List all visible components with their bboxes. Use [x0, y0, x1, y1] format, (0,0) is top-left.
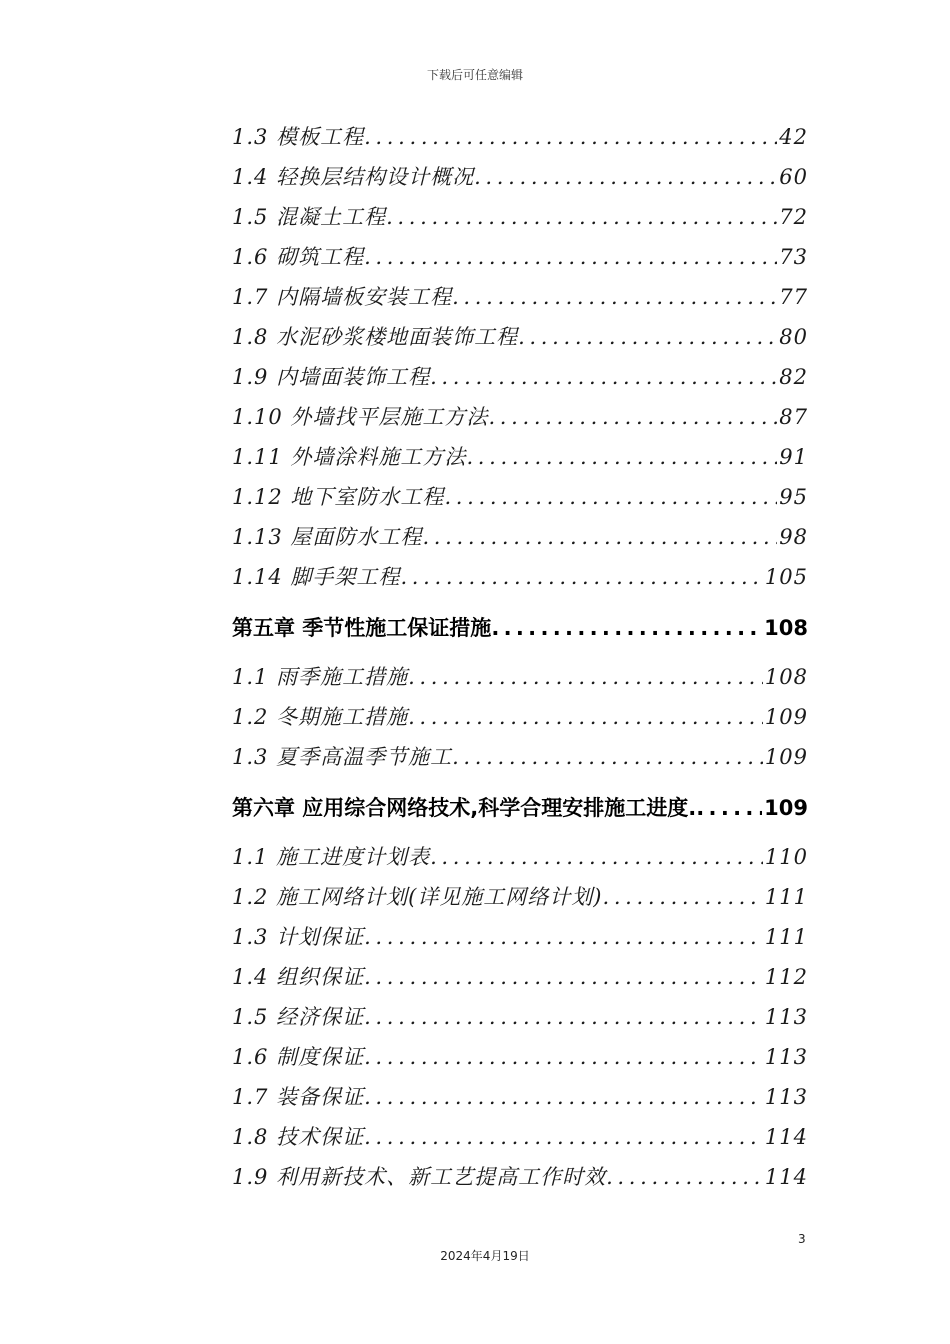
- toc-leader-dots: [606, 1165, 763, 1189]
- page-number: 3: [798, 1232, 806, 1246]
- toc-leader-dots: [408, 705, 763, 729]
- toc-entry-page: 110: [764, 845, 808, 869]
- toc-entry-page: 80: [779, 325, 808, 349]
- toc-entry-title: 1.10 外墙找平层施工方法: [232, 405, 489, 429]
- toc-entry-title: 1.13 屋面防水工程: [232, 525, 423, 549]
- toc-leader-dots: [602, 885, 762, 909]
- toc-entry-page: 82: [779, 365, 808, 389]
- toc-leader-dots: [386, 205, 777, 229]
- toc-chapter-title: 第五章 季节性施工保证措施: [232, 616, 492, 640]
- toc-leader-dots: [364, 925, 763, 949]
- toc-entry-title: 1.1 施工进度计划表: [232, 845, 431, 869]
- toc-entry-page: 98: [779, 525, 808, 549]
- toc-entry[interactable]: [232, 281, 808, 313]
- toc-entry-page: 87: [779, 405, 808, 429]
- toc-entry[interactable]: [232, 561, 808, 593]
- toc-entry-page: 60: [779, 165, 808, 189]
- toc-entry[interactable]: [232, 401, 808, 433]
- toc-entry[interactable]: [232, 201, 808, 233]
- toc-entry-title: 1.7 内隔墙板安装工程: [232, 285, 453, 309]
- toc-entry[interactable]: [232, 441, 808, 473]
- toc-leader-dots: [518, 325, 777, 349]
- toc-leader-dots: [430, 365, 777, 389]
- toc-entry-title: 1.11 外墙涂料施工方法: [232, 445, 467, 469]
- toc-entry[interactable]: [232, 481, 808, 513]
- toc-chapter-page: 108: [764, 616, 808, 640]
- toc-entry[interactable]: [232, 241, 808, 273]
- toc-entry-page: 113: [764, 1085, 808, 1109]
- toc-entry-title: 1.3 计划保证: [232, 925, 365, 949]
- toc-entry[interactable]: [232, 521, 808, 553]
- toc-entry-title: 1.2 冬期施工措施: [232, 705, 409, 729]
- toc-entry-page: 42: [779, 125, 808, 149]
- toc-leader-dots: [364, 965, 763, 989]
- toc-leader-dots: [696, 796, 762, 820]
- toc-leader-dots: [364, 1125, 763, 1149]
- toc-entry[interactable]: [232, 1081, 808, 1113]
- toc-entry[interactable]: [232, 321, 808, 353]
- toc-leader-dots: [430, 845, 763, 869]
- toc-entry[interactable]: [232, 961, 808, 993]
- toc-entry[interactable]: [232, 741, 808, 773]
- toc-leader-dots: [364, 1045, 763, 1069]
- toc-entry-title: 1.4 轻换层结构设计概况: [232, 165, 475, 189]
- toc-entry-title: 1.14 脚手架工程: [232, 565, 401, 589]
- toc-entry-page: 108: [764, 665, 808, 689]
- toc-entry[interactable]: [232, 661, 808, 693]
- toc-entry-title: 1.8 水泥砂浆楼地面装饰工程: [232, 325, 519, 349]
- toc-entry[interactable]: [232, 1041, 808, 1073]
- toc-entry-page: 113: [764, 1045, 808, 1069]
- toc-leader-dots: [444, 485, 777, 509]
- toc-entry[interactable]: [232, 361, 808, 393]
- toc-entry[interactable]: [232, 701, 808, 733]
- toc-chapter-page: 109: [764, 796, 808, 820]
- toc-leader-dots: [452, 285, 777, 309]
- toc-entry-page: 111: [764, 885, 808, 909]
- toc-leader-dots: [364, 1005, 763, 1029]
- toc-leader-dots: [466, 445, 777, 469]
- toc-entry-page: 105: [764, 565, 808, 589]
- toc-entry-page: 77: [779, 285, 808, 309]
- toc-entry-page: 114: [764, 1165, 808, 1189]
- toc-chapter-entry[interactable]: [232, 792, 808, 824]
- toc-leader-dots: [452, 745, 763, 769]
- toc-entry-title: 1.2 施工网络计划(详见施工网络计划): [232, 885, 603, 909]
- toc-leader-dots: [491, 616, 762, 640]
- page-header: 下载后可任意编辑: [426, 68, 523, 82]
- toc-entry-page: 113: [764, 1005, 808, 1029]
- toc-entry-page: 111: [764, 925, 808, 949]
- toc-entry-title: 1.6 制度保证: [232, 1045, 365, 1069]
- toc-entry-title: 1.12 地下室防水工程: [232, 485, 445, 509]
- toc-leader-dots: [474, 165, 777, 189]
- toc-chapter-title: 第六章 应用综合网络技术,科学合理安排施工进度.: [232, 796, 697, 820]
- toc-leader-dots: [422, 525, 777, 549]
- toc-entry-title: 1.1 雨季施工措施: [232, 665, 409, 689]
- toc-entry-title: 1.9 内墙面装饰工程: [232, 365, 431, 389]
- toc-entry-page: 112: [764, 965, 808, 989]
- toc-leader-dots: [488, 405, 777, 429]
- toc-entry[interactable]: [232, 841, 808, 873]
- toc-entry-page: 109: [764, 745, 808, 769]
- toc-entry-title: 1.9 利用新技术、新工艺提高工作时效: [232, 1165, 607, 1189]
- toc-leader-dots: [400, 565, 762, 589]
- toc-entry-title: 1.7 装备保证: [232, 1085, 365, 1109]
- toc-leader-dots: [364, 245, 777, 269]
- toc-leader-dots: [408, 665, 763, 689]
- toc-entry[interactable]: [232, 1121, 808, 1153]
- toc-entry[interactable]: [232, 921, 808, 953]
- toc-entry-title: 1.8 技术保证: [232, 1125, 365, 1149]
- toc-entry-page: 91: [779, 445, 808, 469]
- toc-entry-page: 72: [779, 205, 808, 229]
- toc-entry[interactable]: [232, 881, 808, 913]
- toc-entry[interactable]: [232, 1001, 808, 1033]
- toc-entry-title: 1.3 夏季高温季节施工: [232, 745, 453, 769]
- toc-entry-title: 1.6 砌筑工程: [232, 245, 365, 269]
- page-footer-date: 2024年4月19日: [440, 1249, 530, 1263]
- toc-entry[interactable]: [232, 1161, 808, 1193]
- toc-entry-page: 95: [779, 485, 808, 509]
- toc-entry-page: 109: [764, 705, 808, 729]
- toc-entry[interactable]: [232, 161, 808, 193]
- toc-entry[interactable]: [232, 121, 808, 153]
- toc-entry-title: 1.3 模板工程: [232, 125, 365, 149]
- toc-entry-page: 114: [764, 1125, 808, 1149]
- toc-entry-title: 1.5 混凝土工程: [232, 205, 387, 229]
- toc-leader-dots: [364, 125, 777, 149]
- toc-entry-title: 1.5 经济保证: [232, 1005, 365, 1029]
- toc-leader-dots: [364, 1085, 763, 1109]
- toc-entry-title: 1.4 组织保证: [232, 965, 365, 989]
- toc-entry-page: 73: [779, 245, 808, 269]
- toc-chapter-entry[interactable]: [232, 612, 808, 644]
